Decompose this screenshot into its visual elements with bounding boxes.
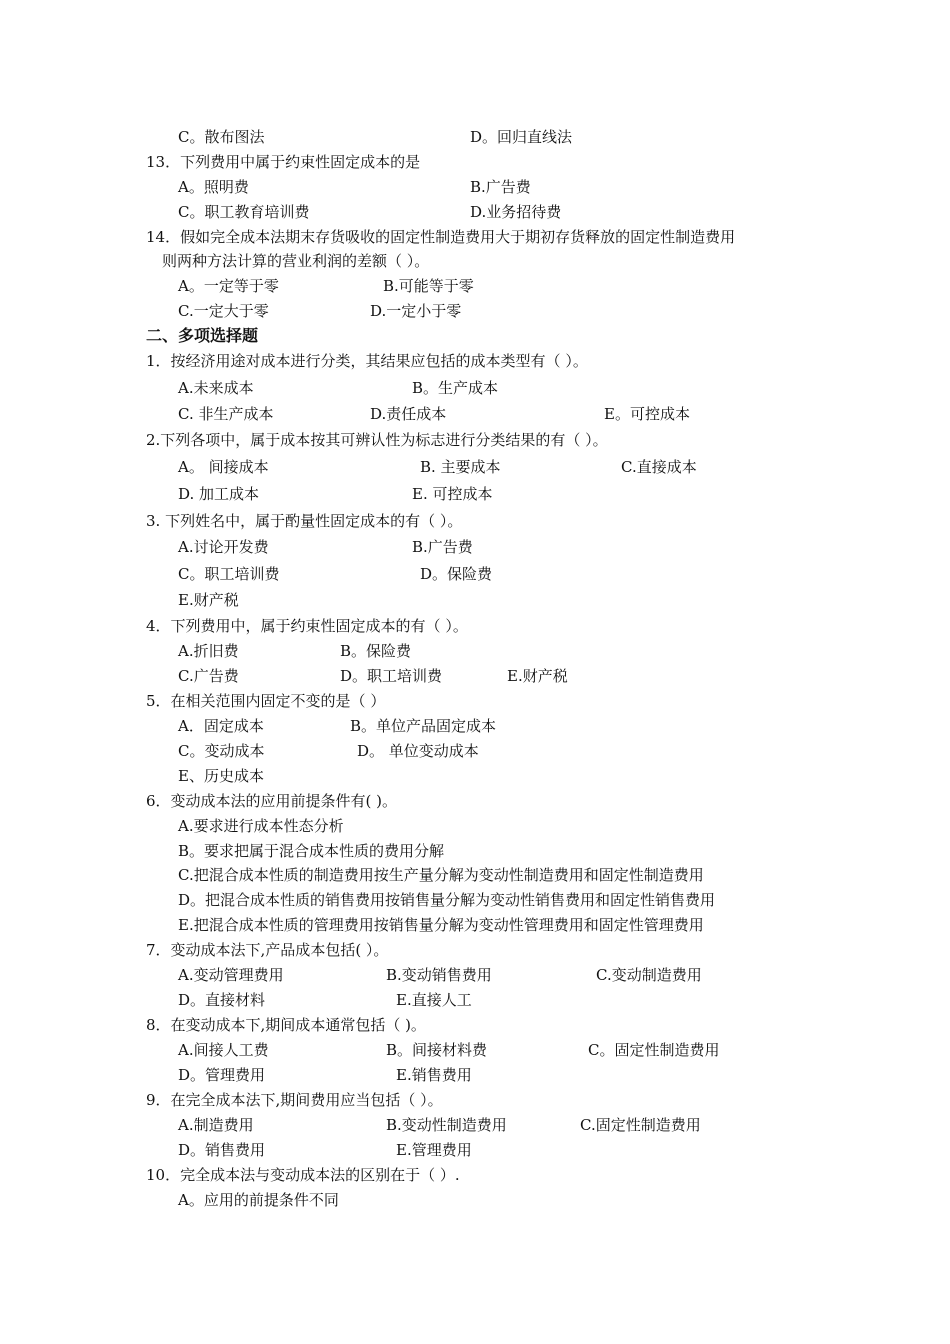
answer-option: D.一定小于零	[370, 302, 462, 320]
answer-option: B。单位产品固定成本	[350, 717, 497, 735]
answer-option: C.广告费	[178, 667, 239, 685]
answer-option: D。 单位变动成本	[357, 742, 479, 760]
answer-option: D。把混合成本性质的销售费用按销售量分解为变动性销售费用和固定性销售费用	[178, 891, 716, 909]
answer-option: C.固定性制造费用	[580, 1116, 701, 1134]
answer-option: E。可控成本	[604, 405, 690, 423]
answer-option: D。职工培训费	[340, 667, 443, 685]
answer-option: B.广告费	[470, 178, 531, 196]
question-text: 3. 下列姓名中，属于酌量性固定成本的有（ ）。	[146, 512, 463, 530]
answer-option: D。保险费	[420, 565, 493, 583]
answer-option: E、历史成本	[178, 767, 264, 785]
answer-option: C.一定大于零	[178, 302, 269, 320]
answer-option: B。生产成本	[412, 379, 499, 397]
question-text: 5．在相关范围内固定不变的是（ ）	[146, 692, 386, 710]
answer-option: A。 间接成本	[178, 458, 269, 476]
question-text: 7．变动成本法下,产品成本包括( ）。	[146, 941, 389, 959]
question-text: 14．假如完全成本法期末存货吸收的固定性制造费用大于期初存货释放的固定性制造费用	[146, 228, 736, 246]
question-text: 10．完全成本法与变动成本法的区别在于（ ）.	[146, 1166, 460, 1184]
answer-option: A。应用的前提条件不同	[178, 1191, 339, 1209]
answer-option: A。照明费	[178, 178, 249, 196]
answer-option: A.变动管理费用	[178, 966, 284, 984]
answer-option: A.制造费用	[178, 1116, 254, 1134]
answer-option: B。间接材料费	[386, 1041, 488, 1059]
answer-option: B.可能等于零	[383, 277, 474, 295]
answer-option: D。直接材料	[178, 991, 266, 1009]
answer-option: E.把混合成本性质的管理费用按销售量分解为变动性管理费用和固定性管理费用	[178, 916, 704, 934]
answer-option: E.管理费用	[396, 1141, 472, 1159]
answer-option: D.责任成本	[370, 405, 447, 423]
answer-option: B。要求把属于混合成本性质的费用分解	[178, 842, 445, 860]
answer-option: A.折旧费	[178, 642, 239, 660]
question-text: 4．下列费用中，属于约束性固定成本的有（ ）。	[146, 617, 468, 635]
answer-option: C。职工培训费	[178, 565, 280, 583]
answer-option: B.变动性制造费用	[386, 1116, 507, 1134]
answer-option: E.直接人工	[396, 991, 472, 1009]
question-text: 8．在变动成本下,期间成本通常包括（ )。	[146, 1016, 426, 1034]
answer-option: C。职工教育培训费	[178, 203, 310, 221]
answer-option: D. 加工成本	[178, 485, 260, 503]
answer-option: D。管理费用	[178, 1066, 266, 1084]
answer-option: D。销售费用	[178, 1141, 266, 1159]
answer-option: E.财产税	[507, 667, 568, 685]
answer-option: D.业务招待费	[470, 203, 562, 221]
answer-option: B。保险费	[340, 642, 412, 660]
question-text: 13．下列费用中属于约束性固定成本的是	[146, 153, 421, 171]
answer-option: D。回归直线法	[470, 128, 573, 146]
answer-option: C。变动成本	[178, 742, 265, 760]
question-text: 6．变动成本法的应用前提条件有( )。	[146, 792, 398, 810]
answer-option: C.把混合成本性质的制造费用按生产量分解为变动性制造费用和固定性制造费用	[178, 866, 704, 884]
answer-option: E. 可控成本	[412, 485, 493, 503]
answer-option: A.要求进行成本性态分析	[178, 817, 344, 835]
question-text: 1．按经济用途对成本进行分类，其结果应包括的成本类型有（ ）。	[146, 352, 588, 370]
answer-option: C.直接成本	[621, 458, 697, 476]
answer-option: B.变动销售费用	[386, 966, 492, 984]
section-heading: 二、多项选择题	[146, 326, 259, 345]
answer-option: A.间接人工费	[178, 1041, 269, 1059]
question-text: 则两种方法计算的营业利润的差额（ ）。	[162, 252, 430, 270]
answer-option: C. 非生产成本	[178, 405, 274, 423]
answer-option: E.财产税	[178, 591, 239, 609]
answer-option: E.销售费用	[396, 1066, 472, 1084]
answer-option: C。散布图法	[178, 128, 265, 146]
answer-option: C.变动制造费用	[596, 966, 702, 984]
answer-option: A.未来成本	[178, 379, 254, 397]
answer-option: A.讨论开发费	[178, 538, 269, 556]
answer-option: B. 主要成本	[420, 458, 501, 476]
question-text: 9．在完全成本法下,期间费用应当包括（ ）。	[146, 1091, 443, 1109]
answer-option: A。一定等于零	[178, 277, 279, 295]
answer-option: A．固定成本	[178, 717, 264, 735]
question-text: 2.下列各项中，属于成本按其可辨认性为标志进行分类结果的有（ ）。	[146, 431, 608, 449]
answer-option: B.广告费	[412, 538, 473, 556]
answer-option: C。固定性制造费用	[588, 1041, 720, 1059]
